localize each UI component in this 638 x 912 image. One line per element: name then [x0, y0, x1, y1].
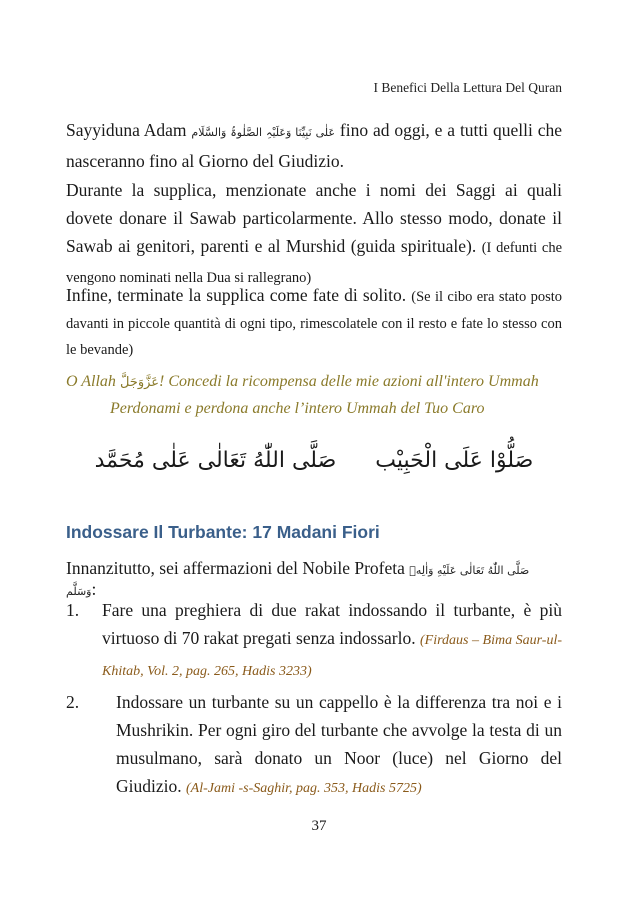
paragraph-text: Sayyiduna Adam [66, 120, 187, 140]
salawat-line [66, 448, 562, 473]
list-item [66, 688, 562, 803]
salawat-left: صَلَّى اللّٰهُ تَعَالٰى عَلٰى مُحَمَّد [94, 448, 337, 473]
section-heading: Indossare Il Turbante: 17 Madani Fiori [66, 522, 380, 542]
list-reference: (Firdaus – Bima Saur-ul-Khitab, Vol. 2, pag. 265, Hadis 3233) [102, 633, 562, 679]
paragraph-note: (I defunti che vengono nominati nella Dua si rallegrano) [66, 240, 563, 286]
salawat-right: صَلُّوْا عَلَى الْحَبِيْب [375, 448, 534, 473]
paragraph-text: Durante la supplica, menzionate anche i nomi dei Saggi ai quali dovete donare il Sawab particolarmente. Allo stesso modo, donate il Sawab ai genitori, parenti e al Murshid (guida spirituale). [66, 180, 562, 256]
paragraph-note: (Se il cibo era stato posto davanti in piccole quantità di ogni tipo, rimescolatele con il resto e fate lo stesso con le bevande) [66, 289, 563, 358]
arabic-honorific: عَزَّوَجَلَّ [119, 375, 160, 390]
dua-text: ! Concedi la ricompensa delle mie azioni all'intero Ummah [159, 373, 539, 390]
list-number: 1. [66, 600, 80, 620]
arabic-honorific: عَلٰی نَبِیِّنَا وَعَلَیْہِ الصَّلٰوۃُ وَالسَّلَام [191, 126, 336, 139]
intro-text: Innanzitutto, sei affermazioni del Nobile Profeta [66, 558, 405, 578]
paragraph-adam [66, 116, 562, 175]
dua-line-2: Perdonami e perdona anche l’intero Ummah del Tuo Caro [110, 400, 485, 417]
dua-line-1 [66, 373, 566, 391]
list-text: Fare una preghiera di due rakat indossando il turbante, è più virtuoso di 70 rakat pregati senza indossarlo. [102, 600, 562, 648]
paragraph-text: fino ad oggi, e a tutti quelli che nasceranno fino al Giorno del Giudizio. [66, 120, 563, 171]
section-intro [66, 558, 562, 600]
paragraph-infine [66, 283, 562, 363]
paragraph-supplica [66, 176, 562, 292]
list-item [66, 596, 562, 686]
dua-text: O Allah [66, 373, 116, 390]
list-text: Indossare un turbante su un cappello è la differenza tra noi e i Mushrikin. Per ogni giro del turbante che avvolge la testa di un musulmano, sarà donato un Noor (luce) nel Giorno del Giudizio. [116, 692, 562, 796]
arabic-honorific: صَلَّى اللّٰهُ تَعَالٰى عَلَيْهِ وَاٰلِهٖ وَسَلَّم [66, 564, 530, 598]
intro-colon: : [91, 579, 97, 599]
paragraph-text: Infine, terminate la supplica come fate di solito. [66, 285, 407, 305]
list-number: 2. [66, 692, 80, 712]
page-number: 37 [311, 818, 327, 834]
running-header: I Benefici Della Lettura Del Quran [373, 80, 562, 95]
list-reference: (Al-Jami -s-Saghir, pag. 353, Hadis 5725) [186, 781, 422, 796]
